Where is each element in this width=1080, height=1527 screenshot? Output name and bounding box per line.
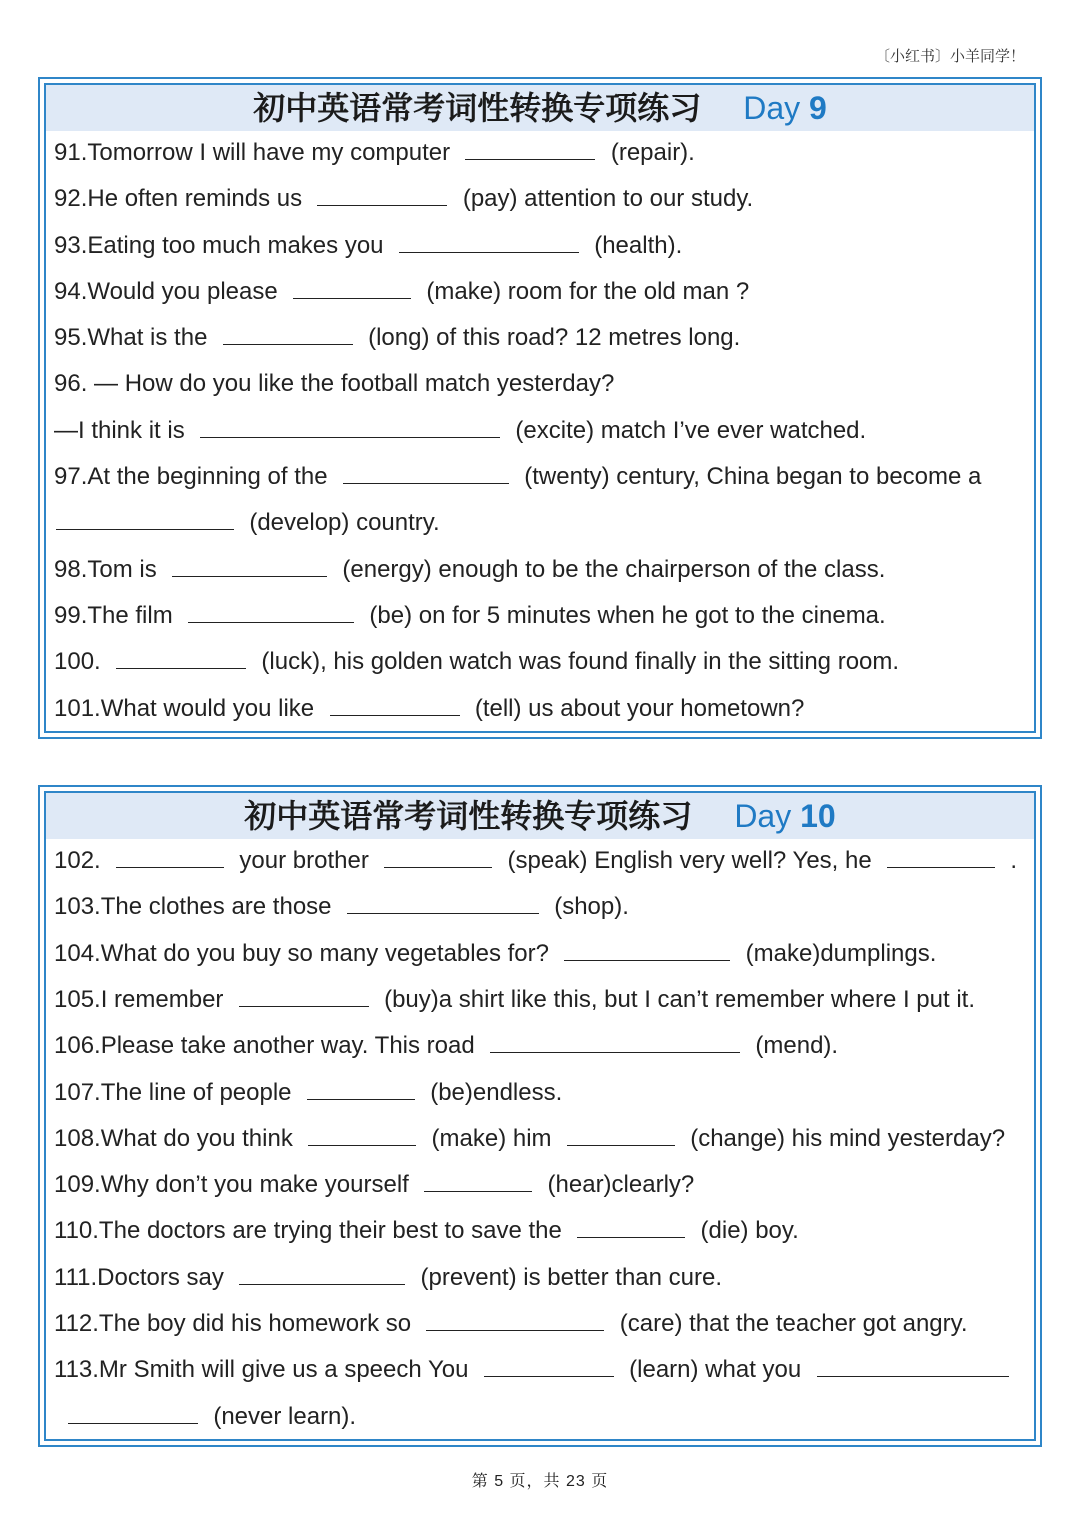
question-text: 105.I remember xyxy=(54,985,224,1013)
answer-blank[interactable] xyxy=(330,693,460,716)
question-text: (excite) match I’ve ever watched. xyxy=(515,416,867,444)
answer-blank[interactable] xyxy=(307,1077,415,1100)
question-row xyxy=(54,1262,1030,1293)
exercise-panel-day-10 xyxy=(38,785,1042,1447)
question-text: (shop). xyxy=(554,893,629,921)
question-row xyxy=(54,183,1030,214)
answer-blank[interactable] xyxy=(317,183,447,206)
question-text: 108.What do you think xyxy=(54,1124,293,1152)
answer-blank[interactable] xyxy=(308,1123,416,1146)
question-text: (hear)clearly? xyxy=(547,1171,695,1199)
question-text: (develop) country. xyxy=(249,509,440,537)
question-text: (make)dumplings. xyxy=(745,939,937,967)
answer-blank[interactable] xyxy=(887,845,995,868)
answer-blank[interactable] xyxy=(223,322,353,345)
question-text: (change) his mind yesterday? xyxy=(690,1124,1006,1152)
question-row xyxy=(54,600,1030,631)
question-text: (make) room for the old man ? xyxy=(426,277,750,305)
question-text: 100. xyxy=(54,648,101,676)
question-text: (prevent) is better than cure. xyxy=(420,1263,723,1291)
question-text: 98.Tom is xyxy=(54,555,157,583)
question-text: your brother xyxy=(239,847,369,874)
answer-blank[interactable] xyxy=(347,891,539,914)
question-row xyxy=(54,230,1030,261)
question-row xyxy=(54,369,1030,399)
question-row xyxy=(54,461,1030,492)
question-row xyxy=(54,1030,1030,1061)
question-text: 113.Mr Smith will give us a speech You xyxy=(54,1356,469,1384)
question-row xyxy=(54,938,1030,969)
question-text: 102. xyxy=(54,847,101,874)
answer-blank[interactable] xyxy=(567,1123,675,1146)
answer-blank[interactable] xyxy=(172,554,327,577)
question-row xyxy=(54,507,1030,538)
answer-blank[interactable] xyxy=(116,845,224,868)
question-text: 96. — How do you like the football match yesterday? xyxy=(54,369,615,397)
question-text: (buy)a shirt like this, but I can’t remember where I put it. xyxy=(384,985,975,1013)
header-note: 〔小红书〕小羊同学！ xyxy=(874,48,1025,65)
question-row xyxy=(54,693,1030,724)
question-text: (be)endless. xyxy=(430,1078,563,1106)
panel-title-text: 初中英语常考词性转换专项练习 xyxy=(253,90,702,126)
day-label: Day 9 xyxy=(743,90,827,126)
question-text: 91.Tomorrow I will have my computer xyxy=(54,139,451,166)
page-footer: 第 5 页，共 23 页 xyxy=(471,1473,609,1490)
question-text: 107.The line of people xyxy=(54,1078,292,1106)
question-text: 104.What do you buy so many vegetables for? xyxy=(54,939,549,967)
answer-blank[interactable] xyxy=(564,938,730,961)
question-row xyxy=(54,1215,1030,1246)
question-text: (tell) us about your hometown? xyxy=(474,694,805,722)
question-row xyxy=(54,415,1030,446)
answer-blank[interactable] xyxy=(188,600,354,623)
question-text: 106.Please take another way. This road xyxy=(54,1032,475,1060)
answer-blank[interactable] xyxy=(465,137,595,160)
answer-blank[interactable] xyxy=(200,415,500,438)
question-row xyxy=(54,137,1030,168)
answer-blank[interactable] xyxy=(239,1262,405,1285)
answer-blank[interactable] xyxy=(384,845,492,868)
question-text: 111.Doctors say xyxy=(54,1263,224,1291)
answer-blank[interactable] xyxy=(426,1308,604,1331)
answer-blank[interactable] xyxy=(116,646,246,669)
question-text: (pay) attention to our study. xyxy=(462,185,754,213)
question-text: (repair). xyxy=(610,139,695,166)
answer-blank[interactable] xyxy=(577,1215,685,1238)
question-text: (mend). xyxy=(755,1032,839,1060)
question-text: (care) that the teacher got angry. xyxy=(619,1310,968,1337)
question-text: (learn) what you xyxy=(629,1356,802,1384)
question-text: (make) him xyxy=(431,1124,552,1152)
question-text: . xyxy=(1010,847,1018,874)
question-row xyxy=(54,276,1030,307)
day-label: Day 10 xyxy=(734,798,836,834)
panel-title xyxy=(46,793,1034,839)
question-text: 110.The doctors are trying their best to save the xyxy=(54,1217,562,1245)
question-row xyxy=(54,1123,1030,1154)
panel-title-text: 初中英语常考词性转换专项练习 xyxy=(244,798,693,834)
question-text: 92.He often reminds us xyxy=(54,185,303,213)
question-text: 103.The clothes are those xyxy=(54,893,332,921)
question-text: 97.At the beginning of the xyxy=(54,463,328,491)
answer-blank[interactable] xyxy=(343,461,509,484)
answer-blank[interactable] xyxy=(424,1169,532,1192)
answer-blank[interactable] xyxy=(399,230,579,253)
question-text: 93.Eating too much makes you xyxy=(54,231,384,259)
question-text: 112.The boy did his homework so xyxy=(54,1310,412,1337)
question-row xyxy=(54,1308,1030,1339)
panel-title xyxy=(46,85,1034,131)
question-row xyxy=(54,891,1030,922)
exercise-panel-day-9 xyxy=(38,77,1042,739)
question-text: (energy) enough to be the chairperson of the class. xyxy=(342,555,886,583)
question-text: 99.The film xyxy=(54,602,173,629)
question-text: (health). xyxy=(594,231,683,259)
answer-blank[interactable] xyxy=(490,1030,740,1053)
question-row xyxy=(54,1077,1030,1108)
question-text: (twenty) century, China began to become a xyxy=(524,463,982,491)
answer-blank[interactable] xyxy=(56,507,234,530)
question-row xyxy=(54,1354,1030,1385)
answer-blank[interactable] xyxy=(239,984,369,1007)
question-row xyxy=(54,646,1030,677)
answer-blank[interactable] xyxy=(68,1401,198,1424)
answer-blank[interactable] xyxy=(817,1354,1009,1377)
question-text: 95.What is the xyxy=(54,324,208,352)
question-text: (speak) English very well? Yes, he xyxy=(507,847,872,874)
question-text: 101.What would you like xyxy=(54,694,315,722)
question-text: (luck), his golden watch was found finally in the sitting room. xyxy=(261,648,900,676)
question-row xyxy=(54,845,1030,876)
question-text: (long) of this road? 12 metres long. xyxy=(368,324,741,352)
question-row xyxy=(54,554,1030,585)
question-text: 94.Would you please xyxy=(54,277,278,305)
question-text: (be) on for 5 minutes when he got to the cinema. xyxy=(369,602,886,629)
question-row xyxy=(54,322,1030,353)
answer-blank[interactable] xyxy=(293,276,411,299)
question-text: (never learn). xyxy=(213,1402,357,1430)
question-text: (die) boy. xyxy=(700,1217,799,1245)
question-row xyxy=(54,1169,1030,1200)
question-text: —I think it is xyxy=(54,416,185,444)
answer-blank[interactable] xyxy=(484,1354,614,1377)
question-text: 109.Why don’t you make yourself xyxy=(54,1171,409,1199)
question-row xyxy=(66,1401,1030,1432)
question-row xyxy=(54,984,1030,1015)
